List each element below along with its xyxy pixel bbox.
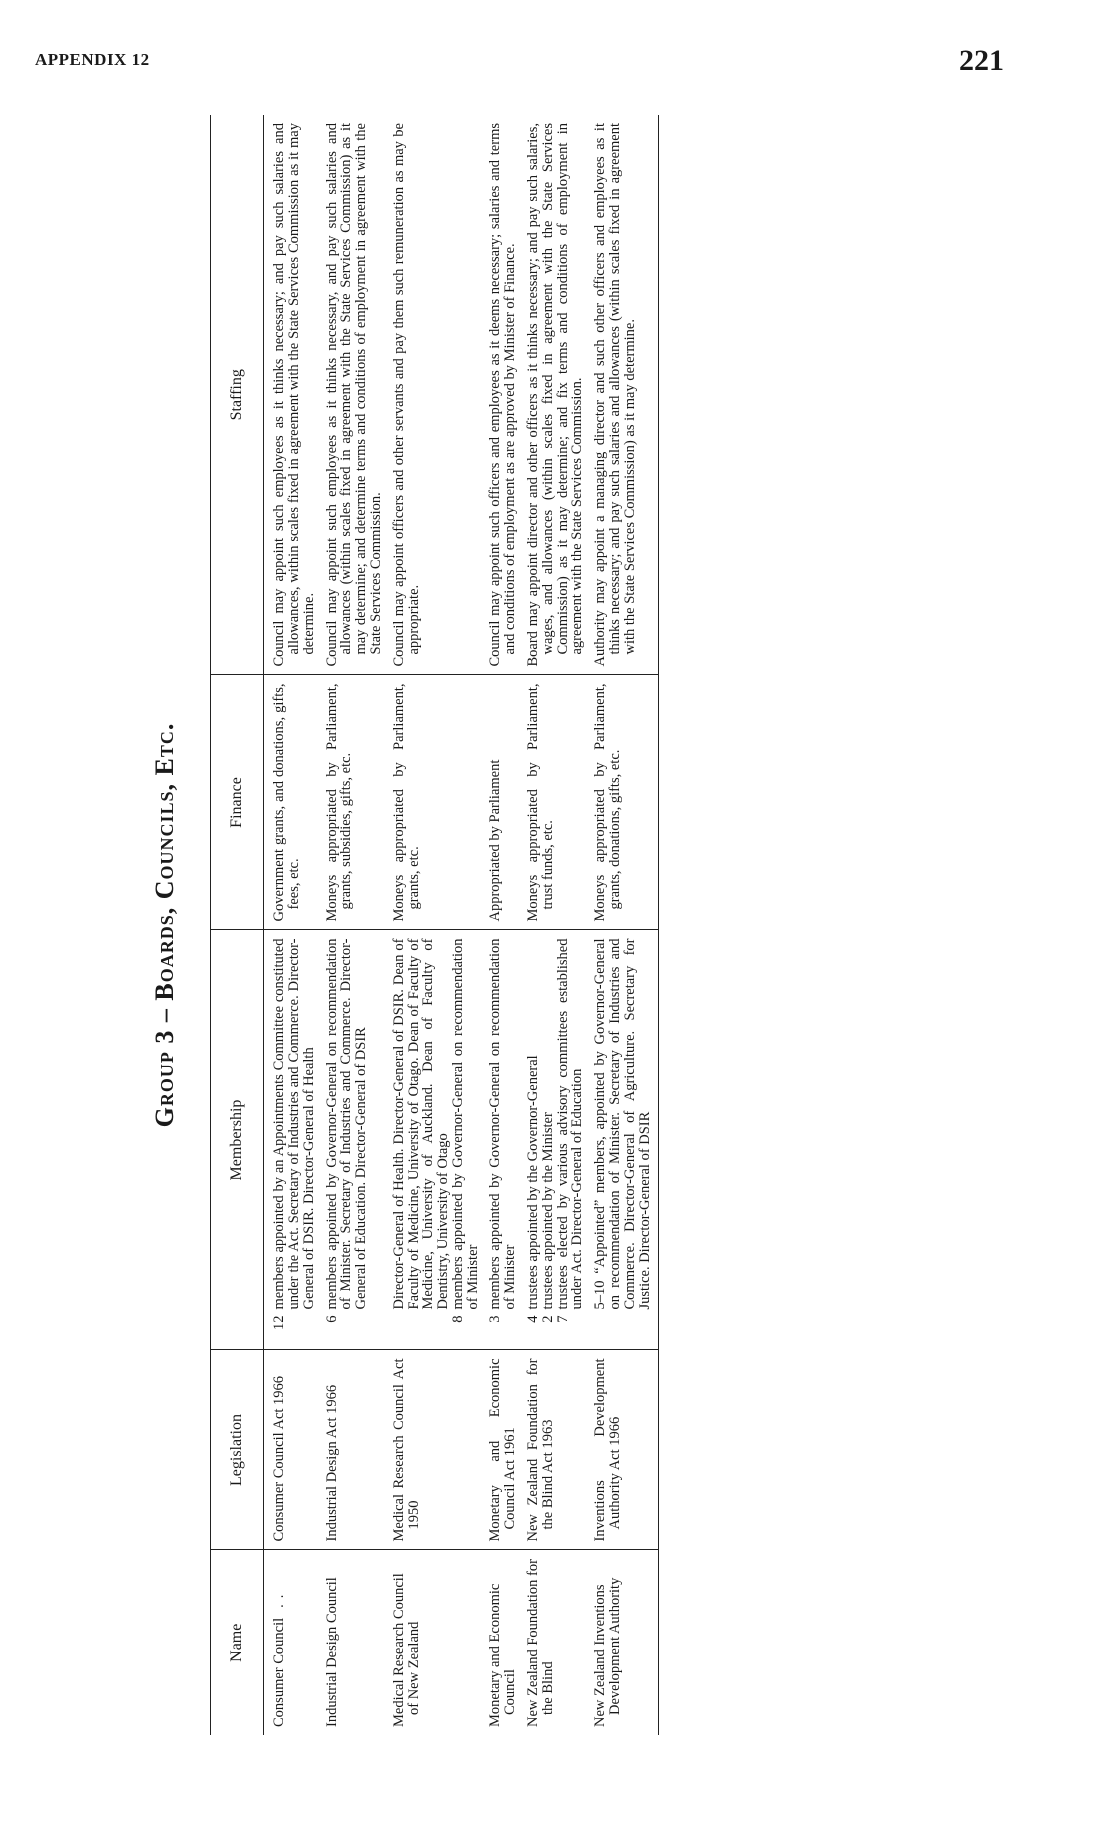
group-title: Group 3 – Boards, Councils, Etc. [150, 722, 179, 1128]
cell-name [480, 1550, 518, 1735]
body-name-text: Monetary and Economic Council [487, 1583, 519, 1727]
finance-text: Moneys appropriated by Parliament, trust funds, etc. [525, 683, 556, 922]
finance-text: Moneys appropriated by Parliament, grants, donations, gifts, etc. [592, 683, 623, 922]
cell-finance [585, 675, 659, 930]
membership-count: 12 [271, 1315, 288, 1330]
cell-legislation [384, 1350, 481, 1550]
leader-dots: .. [271, 1588, 288, 1608]
cell-membership [518, 930, 585, 1350]
legislation-text: Industrial Design Act 1966 [323, 1384, 340, 1542]
legislation-text: Inventions Development Authority Act 1966 [592, 1358, 623, 1542]
boards-councils-table [210, 115, 659, 1735]
membership-entry [556, 939, 586, 1342]
col-header-legislation: Legislation [211, 1350, 264, 1550]
cell-staffing [317, 115, 384, 675]
membership-text: 5–10 “Appointed” members, appointed by Governor-General on recommendation of Minister. Secretary of Industries and Commerce. Director-General of Agriculture. Secretary for Justice. Director-General of DSIR [592, 938, 653, 1310]
cell-name [317, 1550, 384, 1735]
col-header-name: Name [211, 1550, 264, 1735]
membership-entry [488, 939, 518, 1342]
cell-name [264, 1550, 317, 1735]
table-row [480, 115, 518, 1735]
membership-entry [541, 939, 556, 1342]
membership-count [392, 1310, 451, 1342]
cell-staffing [518, 115, 585, 675]
legislation-text: New Zealand Foundation for the Blind Act 1963 [525, 1358, 556, 1542]
cell-legislation [480, 1350, 518, 1550]
membership-count: 3 [487, 1315, 504, 1323]
cell-name [585, 1550, 659, 1735]
cell-finance [264, 675, 317, 930]
membership-text: members appointed by an Appointments Committee constituted under the Act. Secretary of Industries and Commerce. Director-General of DSIR. Director-General of Health [271, 938, 317, 1310]
cell-membership [480, 930, 518, 1350]
col-header-membership: Membership [211, 930, 264, 1350]
page-number: 221 [959, 44, 1004, 77]
membership-count: 6 [323, 1315, 340, 1323]
legislation-text: Medical Research Council Act 1950 [390, 1358, 422, 1542]
cell-membership [384, 930, 481, 1350]
table-row [518, 115, 585, 1735]
membership-text: trustees appointed by the Governor-General [525, 1055, 542, 1310]
staffing-text: Council may appoint officers and other servants and pay them such remuneration as may be appropriate. [390, 123, 422, 667]
cell-name [384, 1550, 481, 1735]
cell-staffing [264, 115, 317, 675]
cell-legislation [264, 1350, 317, 1550]
table-row [317, 115, 384, 1735]
membership-text: members appointed by Governor-General on recommendation of Minister [449, 938, 481, 1310]
col-header-finance: Finance [211, 675, 264, 930]
cell-finance [384, 675, 481, 930]
legislation-text: Monetary and Economic Council Act 1961 [487, 1358, 519, 1542]
rotated-table-area [150, 115, 980, 1735]
cell-name [518, 1550, 585, 1735]
membership-entry [526, 939, 541, 1342]
body-name-text: New Zealand Foundation for the Blind [525, 1559, 556, 1727]
cell-membership [264, 930, 317, 1350]
body-name-text: Industrial Design Council [323, 1577, 340, 1727]
table-body [264, 115, 659, 1735]
cell-finance [518, 675, 585, 930]
table-row [384, 115, 481, 1735]
staffing-text: Council may appoint such employees as it thinks necessary; and pay such salaries and allowances, within scales fixed in agreement with the State Services Commission as it may determine. [271, 123, 317, 667]
cell-membership [585, 930, 659, 1350]
body-name-text: Medical Research Council of New Zealand [390, 1573, 422, 1727]
membership-count: 7 [554, 1315, 571, 1323]
cell-legislation [518, 1350, 585, 1550]
finance-text: Moneys appropriated by Parliament, grants, etc. [390, 683, 422, 922]
membership-entry [392, 939, 451, 1342]
cell-legislation [585, 1350, 659, 1550]
finance-text: Moneys appropriated by Parliament, grants, subsidies, gifts, etc. [323, 683, 355, 922]
table-header-row [211, 115, 264, 1735]
running-head: APPENDIX 12 [35, 50, 150, 69]
col-header-staffing: Staffing [211, 115, 264, 675]
membership-text: Director-General of Health. Director-General of DSIR. Dean of Faculty of Medicine, University of Otago. Dean of Faculty of Medicine, University of Auckland. Dean of Faculty of Dentistry, University of Otago [390, 938, 452, 1310]
staffing-text: Council may appoint such employees as it thinks necessary, and pay such salaries and allowances (within scales fixed in agreement with the State Services Commission) as it may determine; and determine terms and conditions of employment in agreement with the State Services Commission. [323, 123, 384, 667]
cell-membership [317, 930, 384, 1350]
boards-table-wrapper [210, 115, 659, 1735]
table-row [585, 115, 659, 1735]
cell-staffing [585, 115, 659, 675]
finance-text: Government grants, and donations, gifts, fees, etc. [271, 683, 303, 922]
staffing-text: Council may appoint such officers and employees as it deems necessary; salaries and terms and conditions of employment as are approved by Minister of Finance. [487, 123, 519, 667]
membership-entry [451, 939, 481, 1342]
membership-count [593, 1310, 652, 1342]
staffing-text: Authority may appoint a managing director and such other officers and employees as it thinks necessary; and pay such salaries and allowances (within scales fixed in agreement with the State Services Commission) as it may determine. [592, 123, 638, 667]
cell-finance [480, 675, 518, 930]
table-row [264, 115, 317, 1735]
membership-count: 8 [449, 1315, 466, 1323]
membership-count: 4 [525, 1315, 542, 1323]
staffing-text: Board may appoint director and other officers as it thinks necessary; and pay such salaries, wages, and allowances (within scales fixed in agreement with the State Services Commission) as it may determine; and fix terms and conditions of employment in agreement with the State Services Commission. [525, 123, 586, 667]
membership-text: trustees elected by various advisory committees established under Act. Director-General of Education [554, 938, 586, 1310]
cell-legislation [317, 1350, 384, 1550]
cell-finance [317, 675, 384, 930]
body-name-text: New Zealand Inventions Development Authority [592, 1577, 623, 1727]
membership-entry [272, 939, 316, 1342]
body-name-text: Consumer Council [271, 1617, 288, 1727]
membership-text: members appointed by Governor-General on recommendation of Minister [487, 938, 519, 1310]
membership-text: members appointed by Governor-General on recommendation of Minister. Secretary of Industries and Commerce. Director-General of Education. Director-General of DSIR [323, 938, 370, 1310]
membership-entry [593, 939, 652, 1342]
cell-staffing [480, 115, 518, 675]
finance-text: Appropriated by Parliament [487, 759, 504, 922]
cell-staffing [384, 115, 481, 675]
membership-entry [325, 939, 369, 1342]
membership-count: 2 [539, 1315, 556, 1323]
legislation-text: Consumer Council Act 1966 [271, 1375, 288, 1542]
membership-text: trustees appointed by the Minister [539, 1112, 556, 1310]
